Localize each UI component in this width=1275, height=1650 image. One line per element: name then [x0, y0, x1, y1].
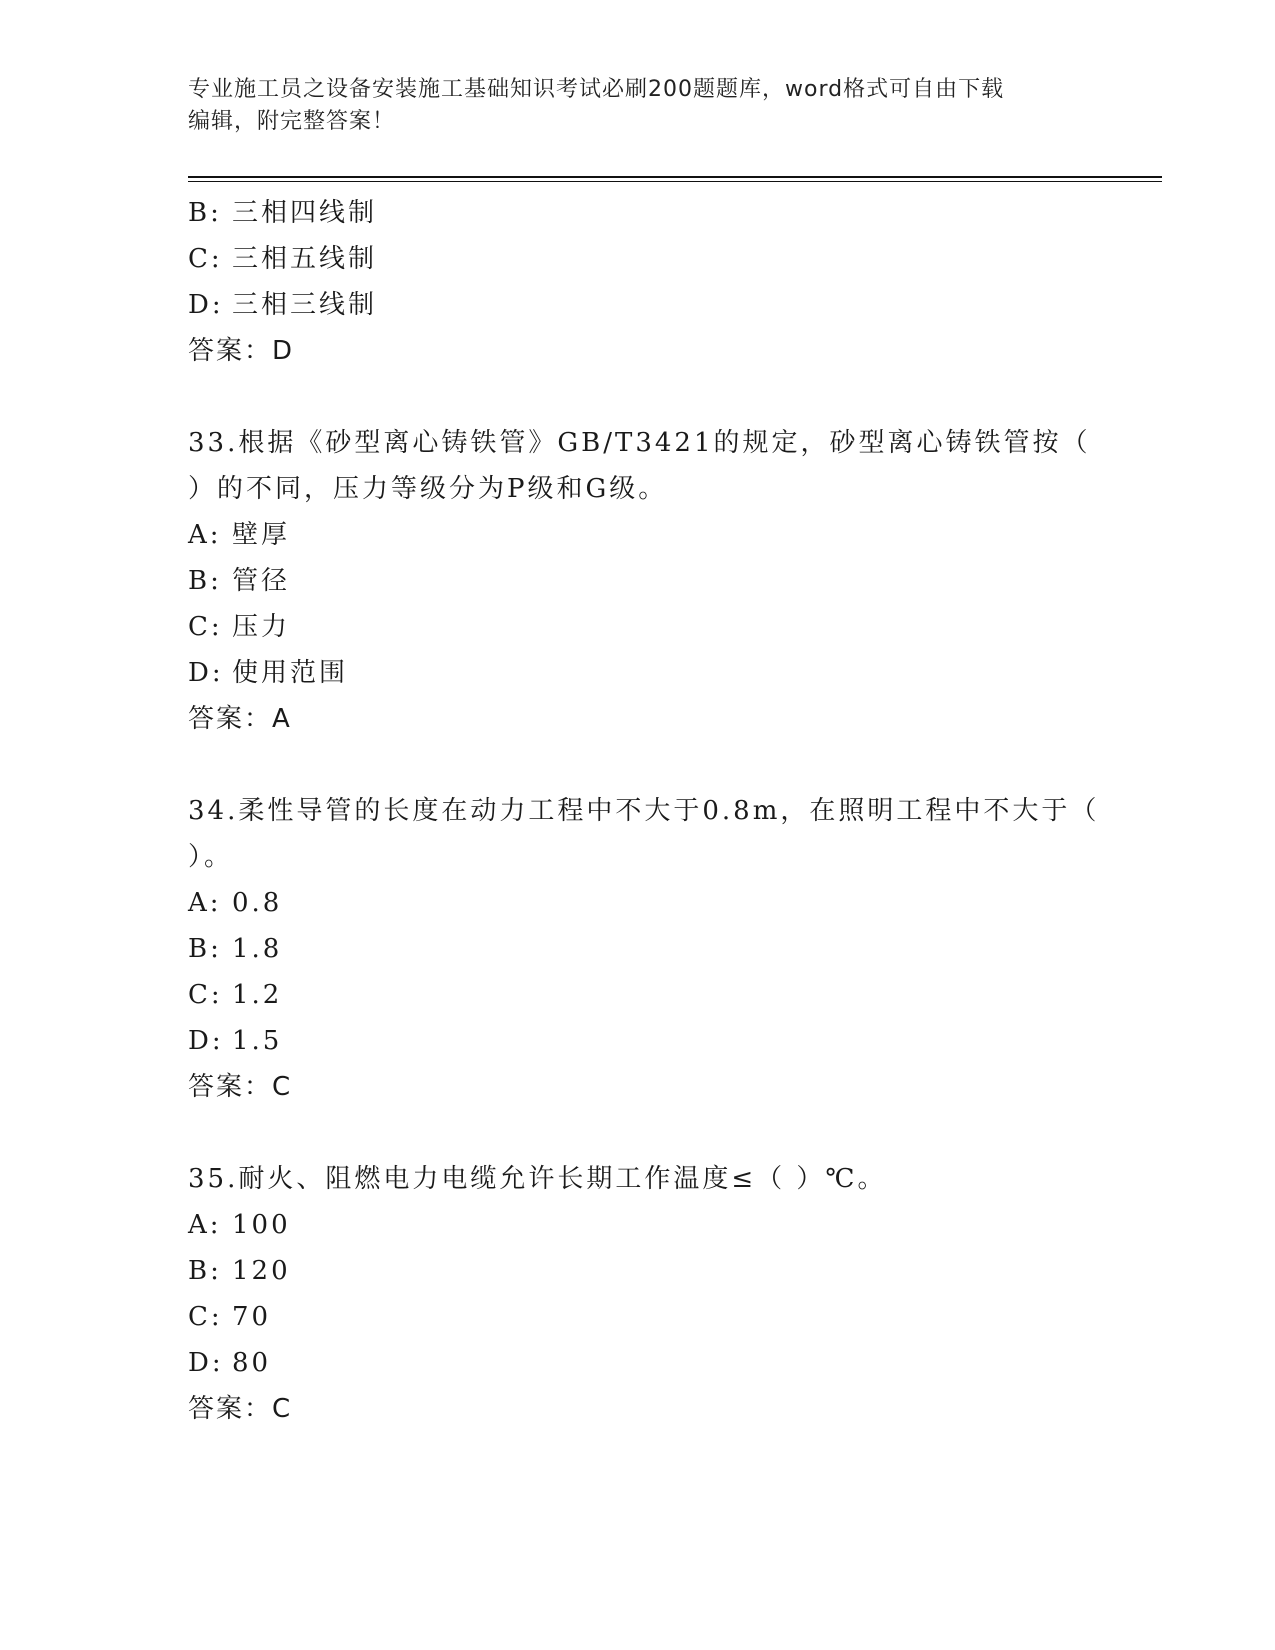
header-divider-thin	[188, 181, 1162, 182]
question-stem-line2: ）的不同，压力等级分为P级和G级。	[188, 474, 668, 504]
option-a: A: 0.8	[188, 888, 283, 918]
answer-label: 答案：D	[188, 336, 295, 366]
question-33	[188, 420, 1148, 742]
option-c: C: 三相五线制	[188, 244, 378, 274]
header-divider-thick	[188, 176, 1162, 178]
option-d: D: 1.5	[188, 1026, 283, 1056]
question-content	[188, 190, 1148, 1432]
question-34	[188, 788, 1148, 1110]
option-a: A: 100	[188, 1210, 291, 1240]
option-d: D: 三相三线制	[188, 290, 378, 320]
answer-label: 答案：C	[188, 1394, 293, 1424]
header-title-line2: 编辑，附完整答案！	[188, 109, 396, 134]
question-stem-line1: 35.耐火、阻燃电力电缆允许长期工作温度≤（ ）℃。	[188, 1164, 887, 1194]
option-b: B: 120	[188, 1256, 291, 1286]
question-32-fragment	[188, 190, 1148, 374]
option-d: D: 使用范围	[188, 658, 349, 688]
document-header	[188, 74, 1088, 138]
option-d: D: 80	[188, 1348, 272, 1378]
option-b: B: 三相四线制	[188, 198, 378, 228]
question-stem-line1: 33.根据《砂型离心铸铁管》GB/T3421的规定，砂型离心铸铁管按（	[188, 428, 1091, 458]
answer-label: 答案：A	[188, 704, 292, 734]
question-stem-line1: 34.柔性导管的长度在动力工程中不大于0.8m，在照明工程中不大于（	[188, 796, 1100, 826]
answer-label: 答案：C	[188, 1072, 293, 1102]
option-b: B: 管径	[188, 566, 291, 596]
option-c: C: 1.2	[188, 980, 283, 1010]
option-c: C: 压力	[188, 612, 291, 642]
question-stem-line2: ）。	[188, 842, 234, 872]
option-a: A: 壁厚	[188, 520, 291, 550]
option-c: C: 70	[188, 1302, 272, 1332]
header-title-line1: 专业施工员之设备安装施工基础知识考试必刷200题题库，word格式可自由下载	[188, 77, 1005, 102]
question-35	[188, 1156, 1148, 1432]
option-b: B: 1.8	[188, 934, 283, 964]
